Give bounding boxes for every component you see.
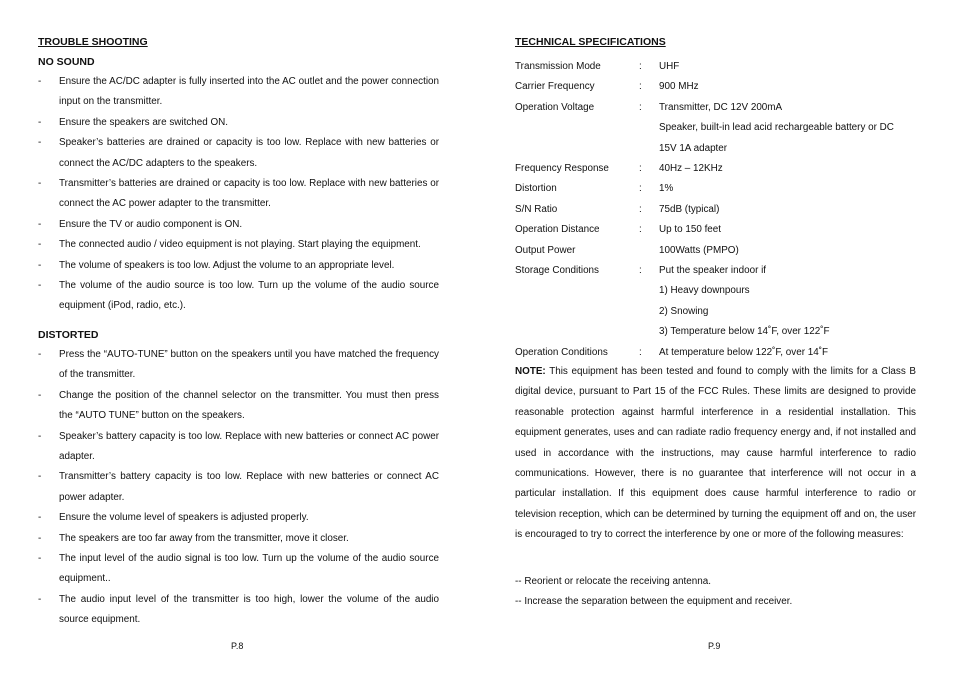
- spec-value: At temperature below 122˚F, over 14˚F: [659, 346, 829, 358]
- spec-colon: :: [639, 224, 642, 236]
- bullet-dash: -: [38, 471, 42, 483]
- spec-row: [515, 343, 916, 363]
- spec-row: [515, 159, 916, 179]
- spec-value: 1%: [659, 183, 674, 195]
- bullet-dash: -: [38, 218, 42, 230]
- spec-label: Output Power: [515, 244, 576, 256]
- list-item-text: Press the “AUTO-TUNE” button on the speakers until you have matched the frequency of the transmitter.: [59, 349, 439, 381]
- spec-values: [659, 179, 916, 199]
- spec-row: [515, 77, 916, 97]
- spec-values: [659, 57, 916, 77]
- note-label: NOTE:: [515, 366, 546, 377]
- spec-values: [659, 98, 916, 159]
- spec-value: 100Watts (PMPO): [659, 244, 739, 256]
- bullet-dash: -: [38, 593, 42, 605]
- technical-specifications-heading: TECHNICAL SPECIFICATIONS: [515, 36, 666, 48]
- spec-label: Operation Conditions: [515, 346, 608, 358]
- bullet-dash: -: [38, 280, 42, 292]
- spec-label: Distortion: [515, 183, 557, 195]
- list-item-text: Ensure the volume level of speakers is adjusted properly.: [59, 512, 309, 524]
- spec-row: [515, 241, 916, 261]
- list-item: [38, 549, 439, 590]
- spec-row: [515, 220, 916, 240]
- list-item: [38, 467, 439, 508]
- list-item: [38, 508, 439, 528]
- bullet-dash: -: [38, 239, 42, 251]
- spec-value: Put the speaker indoor if: [659, 265, 767, 277]
- list-item-text: Ensure the speakers are switched ON.: [59, 116, 229, 128]
- spec-row: [515, 98, 916, 159]
- spec-value: UHF: [659, 61, 680, 72]
- measure-item: -- Reorient or relocate the receiving antenna.: [515, 576, 711, 587]
- bullet-dash: -: [38, 137, 42, 149]
- spec-label: Carrier Frequency: [515, 81, 595, 93]
- spec-values: [659, 241, 916, 261]
- bullet-dash: -: [38, 532, 42, 544]
- spec-value: Transmitter, DC 12V 200mA: [659, 101, 783, 113]
- spec-row: [515, 57, 916, 77]
- bullet-dash: -: [38, 178, 42, 190]
- no-sound-list: [38, 72, 439, 317]
- spec-value: 75dB (typical): [659, 203, 720, 215]
- list-item-text: The connected audio / video equipment is not playing. Start playing the equipment.: [59, 239, 421, 251]
- list-item-text: Transmitter’s battery capacity is too low. Replace with new batteries or connect AC power adapter.: [59, 471, 439, 503]
- list-item-text: Speaker’s battery capacity is too low. Replace with new batteries or connect AC power adapter.: [59, 430, 439, 463]
- left-page: [38, 0, 439, 675]
- bullet-dash: -: [38, 430, 42, 442]
- bullet-dash: -: [38, 116, 42, 128]
- spec-colon: :: [639, 183, 642, 195]
- spec-value: 40Hz – 12KHz: [659, 163, 723, 175]
- list-item-text: The audio input level of the transmitter is too high, lower the volume of the audio source equipment.: [59, 593, 439, 626]
- right-page: [515, 0, 916, 675]
- no-sound-heading: NO SOUND: [38, 56, 95, 68]
- distorted-heading: DISTORTED: [38, 329, 99, 341]
- spec-colon: :: [639, 163, 642, 175]
- spec-colon: :: [639, 265, 642, 277]
- spec-values: [659, 220, 916, 240]
- list-item: [38, 345, 439, 386]
- spec-colon: :: [639, 81, 642, 93]
- bullet-dash: -: [38, 553, 42, 565]
- spec-list: [515, 57, 916, 363]
- list-item-text: Transmitter’s batteries are drained or capacity is too low. Replace with new batteries or connect the AC power adapter to the transmitter.: [59, 178, 439, 210]
- spec-values: [659, 200, 916, 220]
- trouble-shooting-heading: TROUBLE SHOOTING: [38, 36, 148, 48]
- list-item: [38, 529, 439, 549]
- spec-values: [659, 261, 916, 343]
- list-item-text: The input level of the audio signal is too low. Turn up the volume of the audio source equipment..: [59, 553, 439, 585]
- spec-colon: :: [639, 203, 642, 215]
- list-item: [38, 386, 439, 427]
- list-item-text: Ensure the TV or audio component is ON.: [59, 218, 243, 230]
- spec-value: 3) Temperature below 14˚F, over 122˚F: [659, 326, 830, 338]
- spec-value: 2) Snowing: [659, 305, 709, 317]
- spec-values: [659, 343, 916, 363]
- spec-colon: :: [639, 101, 642, 113]
- list-item-text: Speaker’s batteries are drained or capacity is too low. Replace with new batteries or connect the AC/DC adapters to the speakers.: [59, 137, 439, 169]
- page-number-right: P.9: [708, 641, 721, 651]
- list-item: [38, 256, 439, 276]
- list-item-text: The volume of the audio source is too low. Turn up the volume of the audio source equipment (iPod, radio, etc.).: [59, 280, 439, 312]
- list-item: [38, 427, 439, 468]
- list-item: [38, 276, 439, 317]
- spec-value: Speaker, built-in lead acid rechargeable battery or DC: [659, 122, 894, 134]
- spec-row: [515, 261, 916, 343]
- spec-label: Operation Distance: [515, 224, 600, 236]
- list-item: [38, 72, 439, 113]
- fcc-note: [515, 362, 916, 546]
- spec-colon: :: [639, 346, 642, 358]
- list-item: [38, 174, 439, 215]
- spec-value: Up to 150 feet: [659, 224, 722, 236]
- list-item: [38, 235, 439, 255]
- spec-label: Transmission Mode: [515, 61, 601, 72]
- list-item: [38, 133, 439, 174]
- list-item: [38, 215, 439, 235]
- spec-row: [515, 200, 916, 220]
- spec-value: 1) Heavy downpours: [659, 285, 750, 297]
- bullet-dash: -: [38, 259, 42, 271]
- list-item: [38, 113, 439, 133]
- list-item-text: The volume of speakers is too low. Adjust the volume to an appropriate level.: [59, 259, 395, 271]
- spec-value: 900 MHz: [659, 81, 699, 93]
- spec-label: S/N Ratio: [515, 203, 558, 215]
- spec-label: Storage Conditions: [515, 265, 599, 277]
- spec-value: 15V 1A adapter: [659, 142, 728, 154]
- list-item-text: The speakers are too far away from the transmitter, move it closer.: [59, 532, 349, 544]
- spec-label: Frequency Response: [515, 163, 609, 175]
- spec-values: [659, 77, 916, 97]
- page-number-left: P.8: [231, 641, 244, 651]
- bullet-dash: -: [38, 349, 42, 360]
- list-item: [38, 590, 439, 631]
- list-item-text: Ensure the AC/DC adapter is fully inserted into the AC outlet and the power connection input on the transmitter.: [59, 76, 439, 108]
- spec-values: [659, 159, 916, 179]
- list-item-text: Change the position of the channel selector on the transmitter. You must then press the “AUTO TUNE” button on the speakers.: [59, 389, 439, 422]
- bullet-dash: -: [38, 512, 42, 524]
- spec-colon: :: [639, 61, 642, 72]
- measure-item: -- Increase the separation between the equipment and receiver.: [515, 596, 793, 608]
- spec-label: Operation Voltage: [515, 101, 595, 113]
- fcc-measures: [515, 572, 916, 613]
- spec-row: [515, 179, 916, 199]
- bullet-dash: -: [38, 389, 42, 401]
- distorted-list: [38, 345, 439, 631]
- note-text: This equipment has been tested and found to comply with the limits for a Class B digital device, pursuant to Part 15 of the FCC Rules. These limits are designed to provide reasonable protection against harmful interference in a residential installation. This equipment generates, uses and can radiate radio frequency energy and, if not installed and used in accordance with the instructions, may cause harmful interference to radio communications. However, there is no guarantee that interference will not occur in a particular installation. If this equipment does cause harmful interference to radio or television reception, which can be determined by turning the equipment off and on, the user is encouraged to try to correct the interference by one or more of the following measures:: [515, 366, 916, 541]
- bullet-dash: -: [38, 76, 42, 87]
